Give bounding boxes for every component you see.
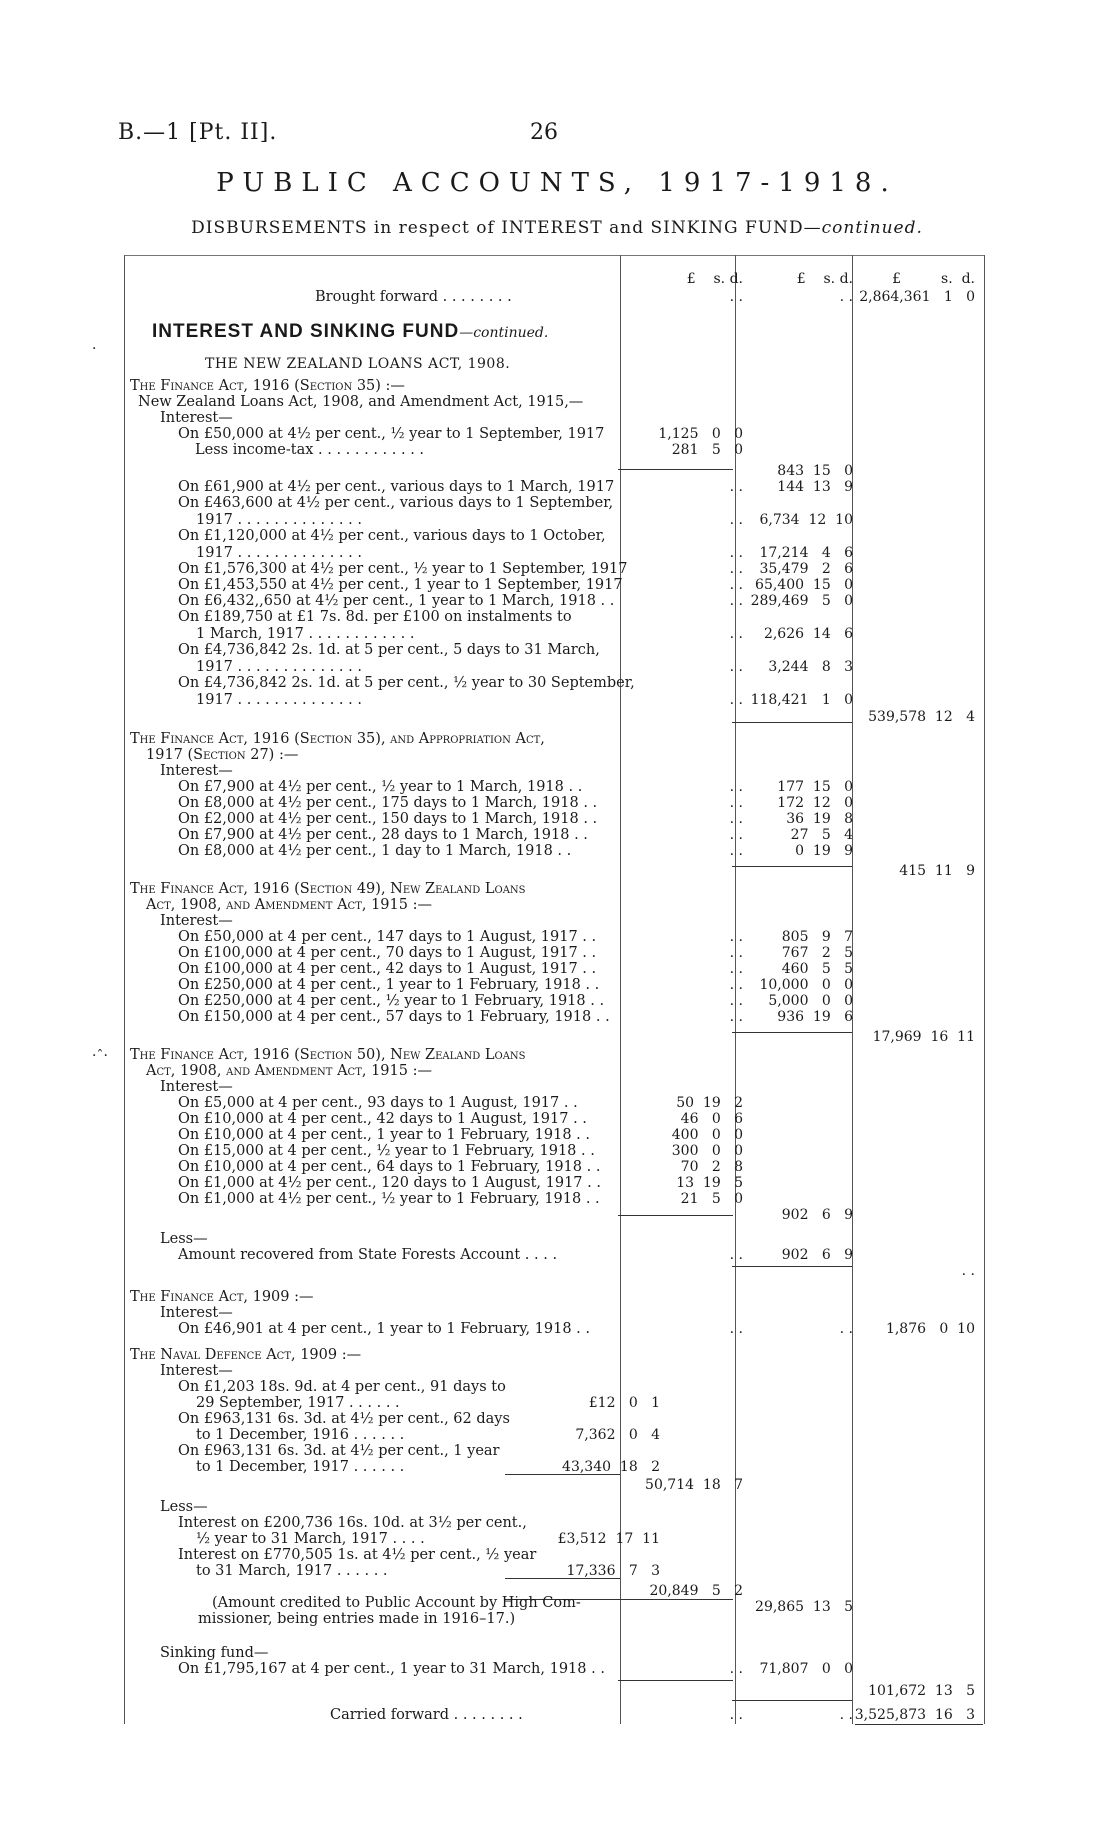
interest-row-amount-col1: . . — [729, 945, 743, 961]
interest-row — [130, 842, 980, 860]
interest-row-label: On £61,900 at 4½ per cent., various days to 1 March, 1917 — [178, 479, 615, 495]
note-row-label: missioner, being entries made in 1916–17.) — [198, 1611, 516, 1627]
interest-row-amount-col2: 460 5 5 — [781, 961, 853, 977]
interest-row-label: On £8,000 at 4½ per cent., 175 days to 1 March, 1918 . . — [178, 795, 598, 811]
interest-row-label: On £6,432,,650 at 4½ per cent., 1 year to 1 March, 1918 . . — [178, 593, 615, 609]
interest-row — [130, 1320, 980, 1338]
section-total-row-amount-col3: 101,672 13 5 — [868, 1683, 975, 1699]
net-interest-row-amount-col2: 843 15 0 — [777, 463, 853, 479]
carried-forward-row-amount-col1: . . — [729, 1707, 743, 1723]
page-subtitle — [0, 218, 1114, 238]
interest-row-amount-col2: 144 13 9 — [777, 479, 853, 495]
interest-row-label: 29 September, 1917 . . . . . . — [196, 1395, 400, 1411]
interest-row — [130, 608, 980, 626]
interest-label-label: Interest— — [160, 913, 233, 929]
interest-row-amount-col2: 17,214 4 6 — [759, 545, 853, 561]
interest-row — [130, 691, 980, 709]
section-heading-main: INTEREST AND SINKING FUND — [152, 321, 460, 342]
interest-row-label: On £50,000 at 4½ per cent., ½ year to 1 September, 1917 — [178, 426, 605, 442]
section-total-row — [130, 1682, 980, 1700]
interest-label-label: Interest— — [160, 1305, 233, 1321]
interest-row-amount-col1: . . — [729, 593, 743, 609]
subtitle-continued: continued. — [821, 218, 923, 238]
interest-row-label: On £50,000 at 4 per cent., 147 days to 1 August, 1917 . . — [178, 929, 597, 945]
interest-row-label: On £5,000 at 4 per cent., 93 days to 1 August, 1917 . . — [178, 1095, 578, 1111]
finance-act-1916-s49-title-label: The Finance Act, 1916 (Section 49), New Zealand Loans — [130, 881, 526, 897]
col2-header: £ s. d. — [796, 271, 853, 287]
interest-row-amount-col2: 936 19 6 — [777, 1009, 853, 1025]
interest-row-label: On £1,120,000 at 4½ per cent., various days to 1 October, — [178, 528, 606, 544]
interest-row-amount-col2: 6,734 12 10 — [759, 512, 853, 528]
interest-row-amount-col1: . . — [729, 626, 743, 642]
document-reference: B.—1 [Pt. II]. — [118, 120, 278, 145]
rule-s7-total — [732, 1700, 852, 1701]
interest-row — [130, 1008, 980, 1026]
carried-forward-row-amount-col3: 3,525,873 16 3 — [854, 1707, 975, 1723]
interest-row-label: On £463,600 at 4½ per cent., various days to 1 September, — [178, 495, 614, 511]
sinking-fund-row — [130, 1660, 980, 1678]
interest-row-amount-col2: 289,469 5 0 — [750, 593, 853, 609]
less-label-label: Less— — [160, 1499, 208, 1515]
rule-s7-sub — [618, 1680, 733, 1681]
interest-row-label: On £2,000 at 4½ per cent., 150 days to 1 March, 1918 . . — [178, 811, 598, 827]
table-right-border — [984, 255, 985, 1724]
subtotal-row — [130, 1206, 980, 1224]
interest-row-amount-col2: 10,000 0 0 — [759, 977, 853, 993]
interest-row-amount-col2: 177 15 0 — [777, 779, 853, 795]
interest-row-label: On £15,000 at 4 per cent., ½ year to 1 February, 1918 . . — [178, 1143, 595, 1159]
interest-row-label: 1917 . . . . . . . . . . . . . . — [196, 659, 362, 675]
brought-forward-c3: 2,864,361 1 0 — [859, 289, 975, 305]
interest-row — [130, 527, 980, 545]
interest-label-label: Interest— — [160, 763, 233, 779]
subtitle-main: DISBURSEMENTS in respect of INTEREST and SINKING FUND— — [191, 218, 822, 238]
interest-row-amount-col1: . . — [729, 827, 743, 843]
section-total-row — [130, 862, 980, 880]
less-row-label: ½ year to 31 March, 1917 . . . . — [196, 1531, 425, 1547]
net-row-amount-col2: 29,865 13 5 — [755, 1599, 853, 1615]
interest-row-amount-col2: 3,244 8 3 — [768, 659, 853, 675]
col1-header: £ s. d. — [686, 271, 743, 287]
interest-row-label: On £1,203 18s. 9d. at 4 per cent., 91 days to — [178, 1379, 506, 1395]
interest-label-label: Interest— — [160, 410, 233, 426]
note-row-label: (Amount credited to Public Account by High Com- — [212, 1595, 581, 1611]
section-total-row-amount-col3: 415 11 9 — [899, 863, 975, 879]
interest-row-amount-col2: 5,000 0 0 — [768, 993, 853, 1009]
interest-row-amount-col1: 70 2 8 — [680, 1159, 743, 1175]
income-tax-row-amount-col1: 281 5 0 — [671, 442, 743, 458]
interest-row-amount-col2: 767 2 5 — [781, 945, 853, 961]
section-total-row-amount-col3: . . — [961, 1263, 975, 1279]
interest-row-amount-col1: . . — [729, 561, 743, 577]
section-total-row — [130, 1028, 980, 1046]
interest-row-amount-col2: 0 19 9 — [795, 843, 853, 859]
interest-row-amount-col1: . . — [729, 659, 743, 675]
sinking-fund-row-amount-col2: 71,807 0 0 — [759, 1661, 853, 1677]
interest-row-label: On £189,750 at £1 7s. 8d. per £100 on instalments to — [178, 609, 572, 625]
interest-row-label: On £7,900 at 4½ per cent., ½ year to 1 March, 1918 . . — [178, 779, 583, 795]
less-row-inner-amount: £3,512 17 11 — [557, 1531, 660, 1547]
interest-row-amount-col1: 50 19 2 — [676, 1095, 743, 1111]
interest-row-inner-amount: £12 0 1 — [588, 1395, 660, 1411]
brought-forward-label: Brought forward . . . . . . . . — [315, 289, 512, 305]
interest-row-amount-col1: . . — [729, 977, 743, 993]
interest-row-amount-col1: 1,125 0 0 — [658, 426, 743, 442]
rule-s6-less — [505, 1578, 620, 1579]
interest-row-label: On £250,000 at 4 per cent., ½ year to 1 February, 1918 . . — [178, 993, 605, 1009]
carried-forward-row-amount-col2: . . — [839, 1707, 853, 1723]
interest-row-amount-col2: . . — [839, 1321, 853, 1337]
interest-row-amount-col1: . . — [729, 843, 743, 859]
interest-row-label: On £4,736,842 2s. 1d. at 5 per cent., ½ year to 30 September, — [178, 675, 635, 691]
interest-row-label: On £4,736,842 2s. 1d. at 5 per cent., 5 days to 31 March, — [178, 642, 600, 658]
less-label-label: Less— — [160, 1231, 208, 1247]
section-total-row — [130, 1262, 980, 1280]
finance-act-1916-approp-title-cont-label: 1917 (Section 27) :— — [146, 747, 299, 763]
interest-row-label: On £10,000 at 4 per cent., 64 days to 1 February, 1918 . . — [178, 1159, 601, 1175]
interest-row-label: On £100,000 at 4 per cent., 70 days to 1 August, 1917 . . — [178, 945, 597, 961]
page-number: 26 — [530, 120, 558, 145]
interest-label-label: Interest— — [160, 1363, 233, 1379]
interest-row-amount-col2: 805 9 7 — [781, 929, 853, 945]
interest-row-label: On £963,131 6s. 3d. at 4½ per cent., 62 days — [178, 1411, 510, 1427]
col3-header: £ s. d. — [892, 271, 975, 287]
interest-row-label: 1917 . . . . . . . . . . . . . . — [196, 512, 362, 528]
interest-row-label: On £1,453,550 at 4½ per cent., 1 year to 1 September, 1917 — [178, 577, 623, 593]
interest-row-label: 1917 . . . . . . . . . . . . . . — [196, 692, 362, 708]
finance-act-1916-s35-title-label: The Finance Act, 1916 (Section 35) :— — [130, 378, 405, 394]
interest-row-amount-col1: 46 0 6 — [680, 1111, 743, 1127]
interest-row-amount-col1: 300 0 0 — [671, 1143, 743, 1159]
interest-row-label: On £963,131 6s. 3d. at 4½ per cent., 1 year — [178, 1443, 500, 1459]
interest-row-label: On £8,000 at 4½ per cent., 1 day to 1 March, 1918 . . — [178, 843, 572, 859]
interest-row — [130, 641, 980, 659]
brought-forward-row — [130, 288, 980, 306]
finance-act-1916-s49-title-cont-label: Act, 1908, and Amendment Act, 1915 :— — [146, 897, 432, 913]
finance-act-1909-title-label: The Finance Act, 1909 :— — [130, 1289, 314, 1305]
nz-loans-act-subtitle-label: New Zealand Loans Act, 1908, and Amendment Act, 1915,— — [138, 394, 584, 410]
interest-row-amount-col1: 13 19 5 — [676, 1175, 743, 1191]
finance-act-1916-s50-title-cont-label: Act, 1908, and Amendment Act, 1915 :— — [146, 1063, 432, 1079]
income-tax-row — [130, 441, 980, 459]
interest-row-amount-col1: . . — [729, 929, 743, 945]
interest-row-label: 1 March, 1917 . . . . . . . . . . . . — [196, 626, 415, 642]
interest-row-amount-col1: . . — [729, 479, 743, 495]
sinking-fund-row-label: On £1,795,167 at 4 per cent., 1 year to 31 March, 1918 . . — [178, 1661, 605, 1677]
interest-row-label: On £150,000 at 4 per cent., 57 days to 1 February, 1918 . . — [178, 1009, 610, 1025]
interest-row-label: 1917 . . . . . . . . . . . . . . — [196, 545, 362, 561]
section-total-row-amount-col3: 17,969 16 11 — [872, 1029, 975, 1045]
interest-row-label: to 1 December, 1916 . . . . . . — [196, 1427, 405, 1443]
interest-row-label: On £1,576,300 at 4½ per cent., ½ year to 1 September, 1917 — [178, 561, 628, 577]
interest-row-label: On £1,000 at 4½ per cent., 120 days to 1 August, 1917 . . — [178, 1175, 601, 1191]
sinking-fund-label-label: Sinking fund— — [160, 1645, 269, 1661]
naval-defence-act-title-label: The Naval Defence Act, 1909 :— — [130, 1347, 362, 1363]
interest-row-amount-col1: . . — [729, 512, 743, 528]
subtotal-row-amount-col2: 902 6 9 — [781, 1207, 853, 1223]
rule-carried-forward — [855, 1724, 983, 1725]
interest-row-amount-col2: 2,626 14 6 — [763, 626, 853, 642]
interest-row-label: On £46,901 at 4 per cent., 1 year to 1 February, 1918 . . — [178, 1321, 591, 1337]
recovered-row-amount-col2: 902 6 9 — [781, 1247, 853, 1263]
interest-row-amount-col1: . . — [729, 545, 743, 561]
finance-act-1916-s50-title-label: The Finance Act, 1916 (Section 50), New Zealand Loans — [130, 1047, 526, 1063]
less-row-label: to 31 March, 1917 . . . . . . — [196, 1563, 388, 1579]
interest-row-amount-col2: 27 5 4 — [790, 827, 853, 843]
less-row-inner-amount: 17,336 7 3 — [566, 1563, 660, 1579]
subtotal-row-amount-col1: 50,714 18 7 — [645, 1477, 743, 1493]
interest-row-amount-col1: . . — [729, 1321, 743, 1337]
interest-row-label: On £1,000 at 4½ per cent., ½ year to 1 February, 1918 . . — [178, 1191, 600, 1207]
sinking-fund-row-amount-col1: . . — [729, 1661, 743, 1677]
interest-row-label: to 1 December, 1917 . . . . . . — [196, 1459, 405, 1475]
table-top-border — [124, 255, 984, 256]
interest-row-amount-col2: 36 19 8 — [786, 811, 853, 827]
interest-row-amount-col1: . . — [729, 779, 743, 795]
interest-row-label: On £100,000 at 4 per cent., 42 days to 1 August, 1917 . . — [178, 961, 597, 977]
less-row-label: Interest on £770,505 1s. at 4½ per cent., ½ year — [178, 1547, 537, 1563]
margin-mark: ·ˆ· — [92, 1048, 108, 1064]
section-total-row — [130, 708, 980, 726]
interest-row-label: On £10,000 at 4 per cent., 1 year to 1 February, 1918 . . — [178, 1127, 591, 1143]
section-total-row-amount-col3: 539,578 12 4 — [868, 709, 975, 725]
interest-row-amount-col1: . . — [729, 811, 743, 827]
brought-forward-c1: . . — [729, 289, 743, 305]
subtotal-row-amount-col1: 20,849 5 2 — [649, 1583, 743, 1599]
interest-row-amount-col1: 21 5 0 — [680, 1191, 743, 1207]
interest-row-amount-col3: 1,876 0 10 — [885, 1321, 975, 1337]
brought-forward-c2: . . — [839, 289, 853, 305]
recovered-row-label: Amount recovered from State Forests Account . . . . — [178, 1247, 558, 1263]
page-title: PUBLIC ACCOUNTS, 1917-1918. — [216, 168, 898, 198]
interest-row — [130, 494, 980, 512]
interest-row-amount-col1: . . — [729, 961, 743, 977]
interest-row-inner-amount: 7,362 0 4 — [575, 1427, 660, 1443]
act-title: THE NEW ZEALAND LOANS ACT, 1908. — [205, 356, 511, 372]
section-heading — [152, 320, 548, 344]
carried-forward-row-label: Carried forward . . . . . . . . — [330, 1707, 523, 1723]
interest-row-amount-col2: 35,479 2 6 — [759, 561, 853, 577]
net-row — [130, 1598, 980, 1616]
interest-row-amount-col1: . . — [729, 692, 743, 708]
column-headers — [130, 270, 980, 288]
income-tax-row-label: Less income-tax . . . . . . . . . . . . — [195, 442, 425, 458]
interest-row-amount-col1: 400 0 0 — [671, 1127, 743, 1143]
interest-row-amount-col2: 118,421 1 0 — [750, 692, 853, 708]
interest-row-amount-col1: . . — [729, 577, 743, 593]
interest-label-label: Interest— — [160, 1079, 233, 1095]
interest-row-label: On £10,000 at 4 per cent., 42 days to 1 August, 1917 . . — [178, 1111, 587, 1127]
section-heading-continued: —continued. — [459, 325, 549, 341]
carried-forward-row — [130, 1706, 980, 1724]
interest-row-amount-col1: . . — [729, 795, 743, 811]
interest-row — [130, 674, 980, 692]
interest-row-label: On £7,900 at 4½ per cent., 28 days to 1 March, 1918 . . — [178, 827, 588, 843]
rule-s6-sum — [505, 1474, 620, 1475]
less-row-label: Interest on £200,736 16s. 10d. at 3½ per cent., — [178, 1515, 527, 1531]
subtotal-row — [130, 1476, 980, 1494]
margin-dot: · — [92, 341, 97, 357]
interest-row-amount-col1: . . — [729, 1009, 743, 1025]
interest-row-label: On £250,000 at 4 per cent., 1 year to 1 February, 1918 . . — [178, 977, 600, 993]
interest-row-amount-col1: . . — [729, 993, 743, 1009]
interest-row-inner-amount: 43,340 18 2 — [562, 1459, 660, 1475]
table-left-border — [124, 255, 125, 1724]
finance-act-1916-approp-title-label: The Finance Act, 1916 (Section 35), and Appropriation Act, — [130, 731, 545, 747]
interest-row-amount-col2: 172 12 0 — [777, 795, 853, 811]
recovered-row-amount-col1: . . — [729, 1247, 743, 1263]
interest-row-amount-col2: 65,400 15 0 — [755, 577, 853, 593]
